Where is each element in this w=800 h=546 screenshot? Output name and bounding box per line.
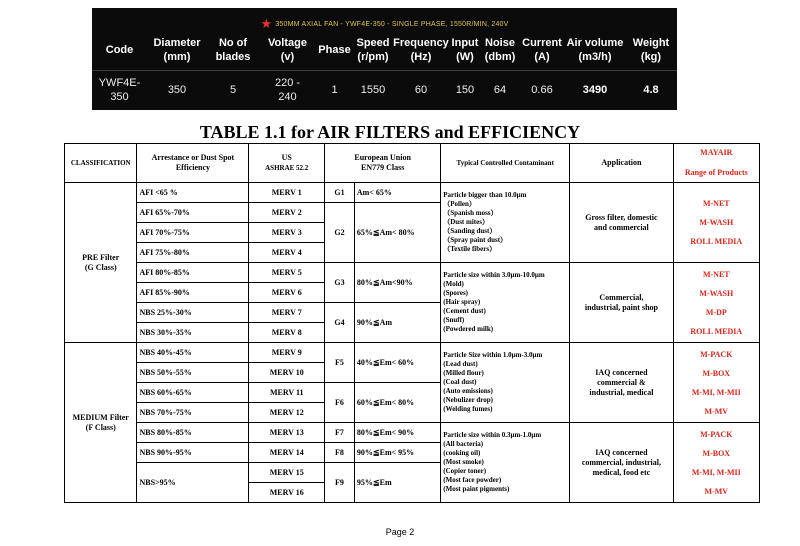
application-group-1: Gross filter, domestic and commercial: [570, 183, 673, 263]
merv-cell: MERV 3: [249, 223, 325, 243]
fan-code: YWF4E- 350: [92, 71, 147, 110]
fan-air-volume: 3490: [565, 71, 625, 110]
contaminant-group-3: Particle Size within 1.0μm-3.0μm (Lead dust) (Milled flour) (Coal dust) (Auto emissions) (Nebulizer drop) (Welding fumes): [441, 343, 570, 423]
eu-class-cell: G4: [325, 303, 355, 343]
fan-header-code: Code: [105, 44, 134, 56]
merv-cell: MERV 8: [249, 323, 325, 343]
efficiency-cell: NBS 70%-75%: [137, 403, 249, 423]
merv-cell: MERV 10: [249, 363, 325, 383]
star-icon: ★: [260, 16, 273, 31]
efficiency-cell: AFI <65 %: [137, 183, 249, 203]
efficiency-cell: NBS 80%-85%: [137, 423, 249, 443]
eu-class-cell: F8: [325, 443, 355, 463]
efficiency-cell: AFI 75%-80%: [137, 243, 249, 263]
eu-range-cell: 90%≦Em< 95%: [354, 443, 440, 463]
filter-header-row: [65, 144, 760, 183]
header-application: Application: [570, 144, 673, 183]
merv-cell: MERV 12: [249, 403, 325, 423]
table-row: [65, 263, 760, 283]
header-arrestance: Arrestance or Dust Spot Efficiency: [137, 144, 249, 183]
medium-filter-label: MEDIUM Filter (F Class): [65, 343, 137, 503]
header-mayair: MAYAIR Range of Products: [673, 144, 759, 183]
merv-cell: MERV 16: [249, 483, 325, 503]
merv-cell: MERV 11: [249, 383, 325, 403]
fan-current: 0.66: [519, 71, 565, 110]
fan-header-row: [92, 30, 677, 71]
eu-class-cell: G1: [325, 183, 355, 203]
fan-input: 150: [449, 71, 481, 110]
application-group-3: IAQ concerned commercial & industrial, medical: [570, 343, 673, 423]
fan-noise: 64: [481, 71, 519, 110]
fan-header-noise: Noise (dbm): [484, 37, 516, 63]
eu-class-cell: G2: [325, 203, 355, 263]
merv-cell: MERV 9: [249, 343, 325, 363]
eu-range-cell: 95%≦Em: [354, 463, 440, 503]
merv-cell: MERV 7: [249, 303, 325, 323]
efficiency-cell: NBS>95%: [137, 463, 249, 503]
eu-range-cell: 90%≦Am: [354, 303, 440, 343]
eu-range-cell: Am< 65%: [354, 183, 440, 203]
header-eu: European Union EN779 Class: [325, 144, 441, 183]
fan-speed: 1550: [353, 71, 393, 110]
fan-header-current: Current (A): [522, 37, 562, 63]
fan-header-speed: Speed (r/pm): [356, 37, 390, 63]
table-row: [65, 343, 760, 363]
merv-cell: MERV 4: [249, 243, 325, 263]
eu-range-cell: 80%≦Em< 90%: [354, 423, 440, 443]
merv-cell: MERV 15: [249, 463, 325, 483]
eu-class-cell: F5: [325, 343, 355, 383]
header-classification: CLASSIFICATION: [65, 144, 137, 183]
application-group-4: IAQ concerned commercial, industrial, medical, food etc: [570, 423, 673, 503]
efficiency-cell: AFI 65%-70%: [137, 203, 249, 223]
fan-data-row: [92, 71, 677, 110]
table-row: [65, 423, 760, 443]
fan-header-air-volume: Air volume (m3/h): [566, 37, 624, 63]
efficiency-cell: NBS 90%-95%: [137, 443, 249, 463]
fan-spec-panel: [92, 8, 677, 110]
efficiency-cell: AFI 70%-75%: [137, 223, 249, 243]
merv-cell: MERV 1: [249, 183, 325, 203]
pre-filter-label: PRE Filter (G Class): [65, 183, 137, 343]
eu-class-cell: F7: [325, 423, 355, 443]
merv-cell: MERV 14: [249, 443, 325, 463]
fan-spec-title: ★ 350MM AXIAL FAN - YWF4E-350 - SINGLE PHASE, 1550R/MIN, 240V: [260, 16, 509, 31]
fan-spec-table: [92, 30, 677, 109]
merv-cell: MERV 6: [249, 283, 325, 303]
fan-header-blades: No of blades: [215, 37, 251, 63]
fan-voltage: 220 - 240: [259, 71, 316, 110]
table-row: [65, 183, 760, 203]
fan-diameter: 350: [147, 71, 207, 110]
products-group-1: M-NET M-WASH ROLL MEDIA: [673, 183, 759, 263]
fan-header-diameter: Diameter (mm): [153, 37, 201, 63]
fan-header-weight: Weight (kg): [632, 37, 670, 63]
header-us: US ASHRAE 52.2: [249, 144, 325, 183]
contaminant-group-1: Particle bigger than 10.0μm （Pollen） （Spanish moss） （Dust mites） （Sanding dust） （Spray paint dust） （Textile fibers）: [441, 183, 570, 263]
fan-header-input: Input (W): [451, 37, 479, 63]
merv-cell: MERV 2: [249, 203, 325, 223]
header-contaminant: Typical Controlled Contaminant: [441, 144, 570, 183]
application-group-2: Commercial, industrial, paint shop: [570, 263, 673, 343]
merv-cell: MERV 13: [249, 423, 325, 443]
merv-cell: MERV 5: [249, 263, 325, 283]
eu-range-cell: 40%≦Em< 60%: [354, 343, 440, 383]
products-group-4: M-PACK M-BOX M-MI, M-MII M-MV: [673, 423, 759, 503]
eu-class-cell: F6: [325, 383, 355, 423]
efficiency-cell: NBS 25%-30%: [137, 303, 249, 323]
efficiency-cell: NBS 60%-65%: [137, 383, 249, 403]
table-title: TABLE 1.1 for AIR FILTERS and EFFICIENCY: [199, 122, 581, 142]
efficiency-cell: AFI 85%-90%: [137, 283, 249, 303]
eu-class-cell: G3: [325, 263, 355, 303]
contaminant-group-2: Particle size within 3.0μm-10.0μm (Mold) (Spores) (Hair spray) (Cement dust) (Snuff) (Powdered milk): [441, 263, 570, 343]
fan-frequency: 60: [393, 71, 449, 110]
efficiency-cell: AFI 80%-85%: [137, 263, 249, 283]
contaminant-group-4: Particle size within 0.3μm-1.0μm (All bacteria) (cooking oil) (Most smoke) (Copier toner) (Most face powder) (Most paint pigments): [441, 423, 570, 503]
products-group-3: M-PACK M-BOX M-MI, M-MII M-MV: [673, 343, 759, 423]
eu-range-cell: 80%≦Am<90%: [354, 263, 440, 303]
eu-range-cell: 60%≦Em< 80%: [354, 383, 440, 423]
fan-header-voltage: Voltage (v): [268, 37, 307, 63]
products-group-2: M-NET M-WASH M-DP ROLL MEDIA: [673, 263, 759, 343]
fan-blades: 5: [207, 71, 259, 110]
efficiency-cell: NBS 50%-55%: [137, 363, 249, 383]
fan-weight: 4.8: [625, 71, 677, 110]
fan-header-phase: Phase: [318, 44, 351, 56]
efficiency-cell: NBS 30%-35%: [137, 323, 249, 343]
eu-range-cell: 65%≦Am< 80%: [354, 203, 440, 263]
eu-class-cell: F9: [325, 463, 355, 503]
efficiency-cell: NBS 40%-45%: [137, 343, 249, 363]
fan-header-frequency: Frequency (Hz): [393, 37, 449, 63]
fan-phase: 1: [316, 71, 353, 110]
air-filter-table: [64, 143, 760, 503]
page-number: Page 2: [385, 527, 415, 537]
